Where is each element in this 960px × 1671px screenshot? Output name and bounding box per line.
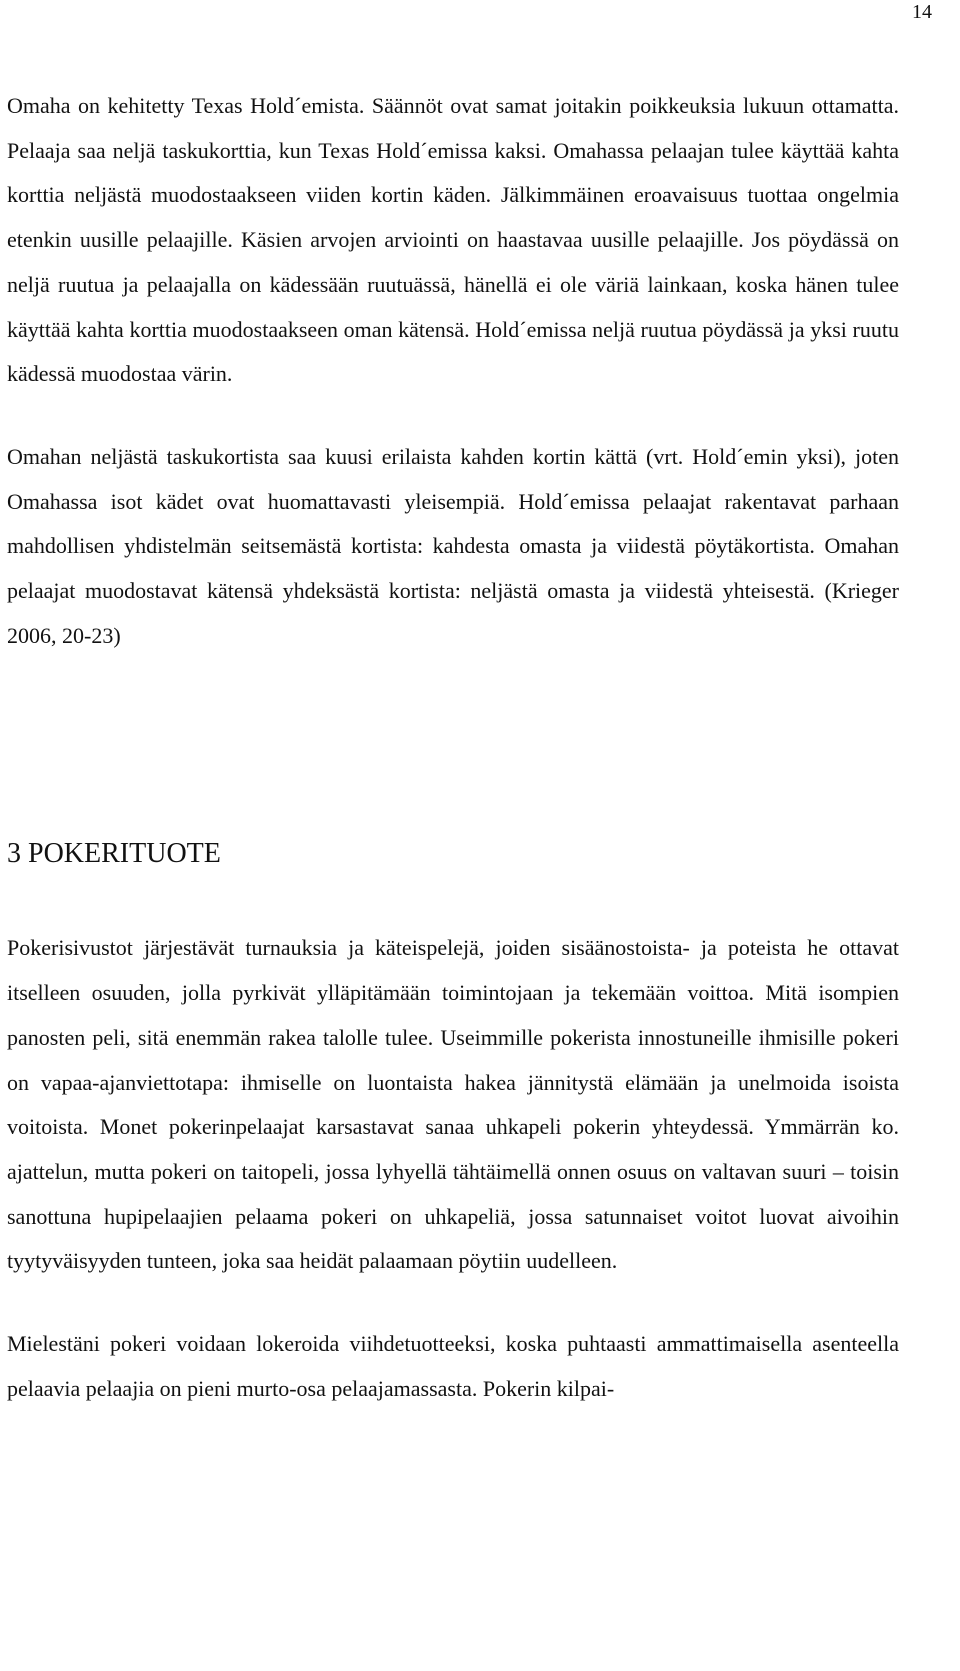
paragraph-omaha-hands: Omahan neljästä taskukortista saa kuusi erilaista kahden kortin kättä (vrt. Hold´emin yksi), joten Omahassa isot kädet ovat huomattavasti yleisempiä. Hold´emissa pelaajat rakentavat parhaan mahdollisen yhdistelmän seitsemästä kortista: kahdesta omasta ja viidestä pöytäkortista. Omahan pelaajat muodostavat kätensä yhdeksästä kortista: neljästä omasta ja viidestä yhteisestä. (Krieger 2006, 20-23) <box>7 443 899 648</box>
paragraph-poker-sites: Pokerisivustot järjestävät turnauksia ja käteispelejä, joiden sisäänostoista- ja poteista he ottavat itselleen osuuden, jolla pyrkivät ylläpitämään toimintojaan ja tekemään voittoa. Mitä isompien panosten peli, sitä enemmän rakea talolle tulee. Useimmille pokerista innostuneille ihmisille pokeri on vapaa-ajanviettotapa: ihmiselle on luontaista hakea jännitystä elämään ja unelmoida isoista voitoista. Monet pokerinpelaajat karsastavat sanaa uhkapeli pokerin yhteydessä. Ymmärrän ko. ajattelun, mutta pokeri on taitopeli, jossa lyhyellä tähtäimellä onnen osuus on valtavan suuri – toisin sanottuna hupipelaajien pelaama pokeri on uhkapeliä, jossa satunnaiset voitot luovat aivoihin tyytyväisyyden tunteen, joka saa heidät palaamaan pöytiin uudelleen. <box>7 935 899 1274</box>
section-heading: 3 POKERITUOTE <box>7 838 221 870</box>
paragraph-omaha-intro: Omaha on kehitetty Texas Hold´emista. Säännöt ovat samat joitakin poikkeuksia lukuun ottamatta. Pelaaja saa neljä taskukorttia, kun Texas Hold´emissa kaksi. Omahassa pelaajan tulee käyttää kahta korttia neljästä muodostaakseen viiden kortin käden. Jälkimmäinen eroavaisuus tuottaa ongelmia etenkin uusille pelaajille. Käsien arvojen arviointi on haastavaa uusille pelaajille. Jos pöydässä on neljä ruutua ja pelaajalla on kädessään ruutuässä, hänellä ei ole väriä lainkaan, koska hänen tulee käyttää kahta korttia muodostaakseen oman kätensä. Hold´emissa neljä ruutua pöydässä ja yksi ruutu kädessä muodostaa värin. <box>7 93 899 387</box>
page-number: 14 <box>912 1 932 23</box>
paragraph-entertainment-product: Mielestäni pokeri voidaan lokeroida viihdetuotteeksi, koska puhtaasti ammattimaisella asenteella pelaavia pelaajia on pieni murto-osa pelaajamassasta. Pokerin kilpai- <box>7 1331 899 1401</box>
document-body <box>7 84 899 1411</box>
